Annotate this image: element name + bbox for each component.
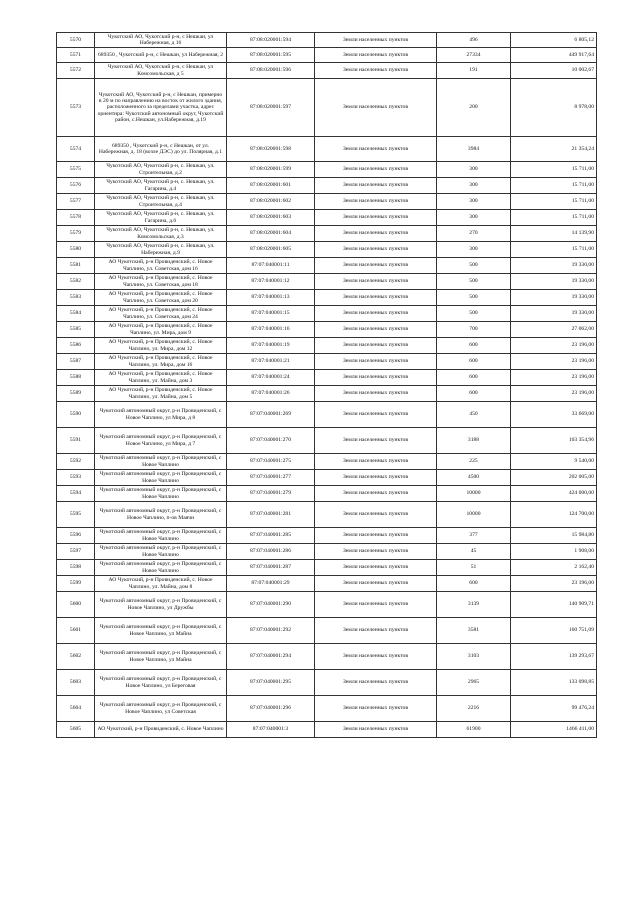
cadastral-number: 87:07:040001:12 (227, 274, 315, 290)
cadastral-number: 87:07:040001:15 (227, 306, 315, 322)
cadastral-value: 23 196,00 (511, 338, 597, 354)
table-row (57, 722, 597, 738)
address-cell: Чукотский автономный округ, р-н Провиденский, с Новое Чаплино (95, 560, 227, 576)
area-value: 600 (437, 386, 511, 402)
record-number: 5572 (57, 63, 95, 79)
cadastral-number: 87:07:040001:269 (227, 402, 315, 428)
table-row (57, 560, 597, 576)
record-number: 5574 (57, 137, 95, 162)
area-value: 300 (437, 178, 511, 194)
table-row (57, 210, 597, 226)
cadastral-number: 87:08:020001:596 (227, 63, 315, 79)
land-category: Земли населенных пунктов (315, 210, 437, 226)
cadastral-number: 87:07:040001:295 (227, 670, 315, 696)
address-cell: Чукотский автономный округ, р-н Провиденский, с Новое Чаплино, ул Майна (95, 644, 227, 670)
cadastral-value: 140 909,71 (511, 592, 597, 618)
table-row (57, 194, 597, 210)
cadastral-value: 160 751,09 (511, 618, 597, 644)
record-number: 5578 (57, 210, 95, 226)
cadastral-value: 21 354,24 (511, 137, 597, 162)
address-cell: Чукотский автономный округ, р-н Провиденский, с Новое Чаплино, ул Мира, д 8 (95, 402, 227, 428)
land-category: Земли населенных пунктов (315, 33, 437, 48)
cadastral-value: 19 330,00 (511, 258, 597, 274)
record-number: 5596 (57, 528, 95, 544)
record-number: 5600 (57, 592, 95, 618)
cadastral-value: 99 476,24 (511, 696, 597, 722)
address-cell: АО Чукотский, р-н Провиденский, с. Новое Чаплино, ул. Майна, дом 3 (95, 370, 227, 386)
cadastral-value: 27 062,00 (511, 322, 597, 338)
table-row (57, 386, 597, 402)
area-value: 450 (437, 402, 511, 428)
cadastral-value: 23 196,00 (511, 576, 597, 592)
record-number: 5570 (57, 33, 95, 48)
land-category: Земли населенных пунктов (315, 63, 437, 79)
area-value: 600 (437, 370, 511, 386)
cadastral-number: 87:08:020001:602 (227, 194, 315, 210)
cadastral-value: 14 139,90 (511, 226, 597, 242)
area-value: 45 (437, 544, 511, 560)
record-number: 5592 (57, 454, 95, 470)
area-value: 300 (437, 162, 511, 178)
area-value: 600 (437, 338, 511, 354)
cadastral-value: 23 196,00 (511, 386, 597, 402)
record-number: 5593 (57, 470, 95, 486)
table-row (57, 576, 597, 592)
record-number: 5588 (57, 370, 95, 386)
cadastral-number: 87:07:040001:292 (227, 618, 315, 644)
cadastral-value: 15 711,00 (511, 210, 597, 226)
record-number: 5575 (57, 162, 95, 178)
record-number: 5604 (57, 696, 95, 722)
land-category: Земли населенных пунктов (315, 226, 437, 242)
cadastral-value: 133 098,85 (511, 670, 597, 696)
address-cell: АО Чукотский, р-н Провиденский, с. Новое Чаплино, ул. Советская, дом 24 (95, 306, 227, 322)
address-cell: Чукотский автономный округ, р-н Провиденский, с Новое Чаплино, ул Дружбы (95, 592, 227, 618)
record-number: 5580 (57, 242, 95, 258)
address-cell: АО Чукотский, р-н Провиденский, с. Новое Чаплино, ул. Советская, дом 20 (95, 290, 227, 306)
address-cell: Чукотский автономный округ, р-н Провиденский, с Новое Чаплино (95, 544, 227, 560)
area-value: 2965 (437, 670, 511, 696)
area-value: 500 (437, 290, 511, 306)
cadastral-number: 87:07:040001:24 (227, 370, 315, 386)
record-number: 5597 (57, 544, 95, 560)
cadastral-number: 87:07:040001:3 (227, 722, 315, 738)
area-value: 225 (437, 454, 511, 470)
area-value: 700 (437, 322, 511, 338)
cadastral-value: 1466 411,00 (511, 722, 597, 738)
land-category: Земли населенных пунктов (315, 258, 437, 274)
area-value: 3984 (437, 137, 511, 162)
cadastral-number: 87:07:040001:16 (227, 322, 315, 338)
address-cell: Чукотский АО, Чукотский р-н, с. Нешкан, ул. Набережная, д.9 (95, 242, 227, 258)
address-cell: АО Чукотский, р-н Провиденский, с. Новое Чаплино, ул. Советская, дом 18 (95, 274, 227, 290)
address-cell: Чукотский АО, Чукотский р-н, с Нешкан, ул Комсомольская, д 5 (95, 63, 227, 79)
table-row (57, 644, 597, 670)
cadastral-number: 87:07:040001:26 (227, 386, 315, 402)
cadastral-number: 87:07:040001:296 (227, 696, 315, 722)
land-category: Земли населенных пунктов (315, 644, 437, 670)
cadastral-number: 87:07:040001:11 (227, 258, 315, 274)
cadastral-number: 87:07:040001:294 (227, 644, 315, 670)
table-row (57, 258, 597, 274)
table-row (57, 48, 597, 63)
cadastral-number: 87:08:020001:594 (227, 33, 315, 48)
area-value: 3103 (437, 644, 511, 670)
table-row (57, 528, 597, 544)
table-row (57, 592, 597, 618)
table-row (57, 544, 597, 560)
land-category: Земли населенных пунктов (315, 354, 437, 370)
address-cell: Чукотский АО, Чукотский р-н, с Нешкан, ул Набережная, д 16 (95, 33, 227, 48)
cadastral-number: 87:08:020001:597 (227, 79, 315, 137)
area-value: 3581 (437, 618, 511, 644)
address-cell: АО Чукотский, р-н Провиденский, с. Новое Чаплино, ул. Майна, дом 8 (95, 576, 227, 592)
address-cell: Чукотский автономный округ, р-н Провиденский, с Новое Чаплино, ул Советская (95, 696, 227, 722)
record-number: 5585 (57, 322, 95, 338)
land-category: Земли населенных пунктов (315, 306, 437, 322)
table-row (57, 502, 597, 528)
cadastral-value: 1 908,00 (511, 544, 597, 560)
cadastral-value: 19 330,00 (511, 306, 597, 322)
record-number: 5598 (57, 560, 95, 576)
record-number: 5605 (57, 722, 95, 738)
land-registry-table (56, 32, 597, 738)
address-cell: Чукотский АО, Чукотский р-н, с. Нешкан, ул. Строительная, д.4 (95, 194, 227, 210)
area-value: 600 (437, 354, 511, 370)
table-row (57, 137, 597, 162)
cadastral-value: 6 805,12 (511, 33, 597, 48)
address-cell: Чукотский АО, Чукотский р-н, с. Нешкан, ул. Гагарина, д.4 (95, 178, 227, 194)
area-value: 270 (437, 226, 511, 242)
cadastral-number: 87:07:040001:13 (227, 290, 315, 306)
cadastral-value: 202 005,00 (511, 470, 597, 486)
address-cell: АО Чукотский, р-н Провиденский, с. Новое Чаплино, ул. Мира, дом 9 (95, 322, 227, 338)
table-row (57, 428, 597, 454)
record-number: 5577 (57, 194, 95, 210)
address-cell: Чукотский АО, Чукотский р-н, с Нешкан, примерно в 20 м по направлению на восток от жилого здания, расположенного за пределами участка, адрес ориентира: Чукотский автономный округ, Чукотский район, с.Нешкан, ул.Набережная, д.19 (95, 79, 227, 137)
cadastral-value: 15 711,00 (511, 178, 597, 194)
address-cell: Чукотский автономный округ, р-н Провиденский, с Новое Чаплино (95, 486, 227, 502)
address-cell: АО Чукотский, р-н Провиденский, с. Новое Чаплино, ул. Мира, дом 12 (95, 338, 227, 354)
record-number: 5587 (57, 354, 95, 370)
address-cell: Чукотский АО, Чукотский р-н, с. Нешкан, ул. Строительная, д.2 (95, 162, 227, 178)
land-category: Земли населенных пунктов (315, 670, 437, 696)
address-cell: АО Чукотский, р-н Провиденский, с. Новое Чаплино, ул. Мира, дом 16 (95, 354, 227, 370)
land-category: Земли населенных пунктов (315, 274, 437, 290)
cadastral-value: 424 000,00 (511, 486, 597, 502)
cadastral-value: 23 196,00 (511, 370, 597, 386)
cadastral-number: 87:07:040001:19 (227, 338, 315, 354)
cadastral-number: 87:07:040001:29 (227, 576, 315, 592)
land-category: Земли населенных пунктов (315, 290, 437, 306)
record-number: 5595 (57, 502, 95, 528)
land-category: Земли населенных пунктов (315, 48, 437, 63)
address-cell: АО Чукотский, р-н Провиденский, с. Новое Чаплино, ул. Майна, дом 5 (95, 386, 227, 402)
record-number: 5571 (57, 48, 95, 63)
land-category: Земли населенных пунктов (315, 592, 437, 618)
record-number: 5581 (57, 258, 95, 274)
land-category: Земли населенных пунктов (315, 322, 437, 338)
cadastral-number: 87:08:020001:601 (227, 178, 315, 194)
table-row (57, 242, 597, 258)
table-row (57, 486, 597, 502)
table-row (57, 226, 597, 242)
area-value: 10000 (437, 502, 511, 528)
area-value: 500 (437, 274, 511, 290)
cadastral-number: 87:07:040001:279 (227, 486, 315, 502)
land-category: Земли населенных пунктов (315, 162, 437, 178)
table-row (57, 322, 597, 338)
cadastral-value: 19 330,00 (511, 274, 597, 290)
table-row (57, 63, 597, 79)
cadastral-value: 139 293,67 (511, 644, 597, 670)
table-body (57, 33, 597, 738)
land-category: Земли населенных пунктов (315, 178, 437, 194)
table-row (57, 306, 597, 322)
record-number: 5603 (57, 670, 95, 696)
address-cell: Чукотский автономный округ, р-н Провиденский, с Новое Чаплино (95, 454, 227, 470)
area-value: 500 (437, 258, 511, 274)
cadastral-value: 8 978,00 (511, 79, 597, 137)
cadastral-number: 87:07:040001:270 (227, 428, 315, 454)
area-value: 4500 (437, 470, 511, 486)
address-cell: 689350 , Чукотский р-н, с Нешкан, от ул. Набережная, д. 18 (возле ДЭС) до ул. Полярная, д.1 (95, 137, 227, 162)
area-value: 10000 (437, 486, 511, 502)
address-cell: Чукотский автономный округ, р-н Провиденский, с Новое Чаплино, ул Мира, д 7 (95, 428, 227, 454)
cadastral-number: 87:07:040001:287 (227, 560, 315, 576)
land-category: Земли населенных пунктов (315, 576, 437, 592)
table-row (57, 670, 597, 696)
table-row (57, 370, 597, 386)
table-row (57, 454, 597, 470)
cadastral-value: 33 669,00 (511, 402, 597, 428)
record-number: 5594 (57, 486, 95, 502)
land-category: Земли населенных пунктов (315, 194, 437, 210)
record-number: 5591 (57, 428, 95, 454)
land-category: Земли населенных пунктов (315, 428, 437, 454)
cadastral-value: 15 711,00 (511, 162, 597, 178)
record-number: 5573 (57, 79, 95, 137)
land-category: Земли населенных пунктов (315, 528, 437, 544)
cadastral-value: 15 711,00 (511, 242, 597, 258)
area-value: 300 (437, 194, 511, 210)
record-number: 5582 (57, 274, 95, 290)
land-category: Земли населенных пунктов (315, 454, 437, 470)
cadastral-value: 15 711,00 (511, 194, 597, 210)
area-value: 51 (437, 560, 511, 576)
cadastral-number: 87:07:040001:275 (227, 454, 315, 470)
area-value: 3139 (437, 592, 511, 618)
record-number: 5601 (57, 618, 95, 644)
land-category: Земли населенных пунктов (315, 402, 437, 428)
area-value: 61900 (437, 722, 511, 738)
record-number: 5576 (57, 178, 95, 194)
land-category: Земли населенных пунктов (315, 338, 437, 354)
table-row (57, 470, 597, 486)
land-category: Земли населенных пунктов (315, 137, 437, 162)
record-number: 5589 (57, 386, 95, 402)
address-cell: Чукотский автономный округ, р-н Провиденский, с Новое Чаплино, ул Береговая (95, 670, 227, 696)
table-row (57, 338, 597, 354)
cadastral-value: 103 354,96 (511, 428, 597, 454)
table-row (57, 290, 597, 306)
land-category: Земли населенных пунктов (315, 486, 437, 502)
record-number: 5599 (57, 576, 95, 592)
table-row (57, 79, 597, 137)
area-value: 600 (437, 576, 511, 592)
cadastral-value: 9 540,00 (511, 454, 597, 470)
address-cell: Чукотский автономный округ, р-н Провиденский, с Новое Чаплино, п-ов Маячн (95, 502, 227, 528)
land-category: Земли населенных пунктов (315, 722, 437, 738)
address-cell: Чукотский автономный округ, р-н Провиденский, с Новое Чаплино (95, 528, 227, 544)
table-row (57, 696, 597, 722)
area-value: 300 (437, 242, 511, 258)
cadastral-value: 2 162,40 (511, 560, 597, 576)
cadastral-number: 87:08:020001:603 (227, 210, 315, 226)
record-number: 5583 (57, 290, 95, 306)
record-number: 5579 (57, 226, 95, 242)
record-number: 5584 (57, 306, 95, 322)
area-value: 3188 (437, 428, 511, 454)
land-category: Земли населенных пунктов (315, 386, 437, 402)
record-number: 5602 (57, 644, 95, 670)
area-value: 2216 (437, 696, 511, 722)
table-row (57, 274, 597, 290)
land-category: Земли населенных пунктов (315, 502, 437, 528)
record-number: 5586 (57, 338, 95, 354)
land-category: Земли населенных пунктов (315, 470, 437, 486)
land-category: Земли населенных пунктов (315, 370, 437, 386)
land-category: Земли населенных пунктов (315, 544, 437, 560)
table-row (57, 33, 597, 48)
table-row (57, 162, 597, 178)
record-number: 5590 (57, 402, 95, 428)
address-cell: 689350 , Чукотский р-н, с Нешкан, ул Набережная, 2 (95, 48, 227, 63)
table-row (57, 178, 597, 194)
cadastral-value: 15 984,80 (511, 528, 597, 544)
land-category: Земли населенных пунктов (315, 618, 437, 644)
cadastral-number: 87:07:040001:290 (227, 592, 315, 618)
table-row (57, 402, 597, 428)
table-row (57, 354, 597, 370)
address-cell: АО Чукотский, р-н Провиденский, с. Новое Чаплино, ул. Советская, дом 16 (95, 258, 227, 274)
cadastral-number: 87:08:020001:605 (227, 242, 315, 258)
cadastral-number: 87:07:040001:281 (227, 502, 315, 528)
cadastral-number: 87:07:040001:286 (227, 544, 315, 560)
area-value: 27334 (437, 48, 511, 63)
address-cell: Чукотский АО, Чукотский р-н, с. Нешкан, ул. Комсомольская, д.3 (95, 226, 227, 242)
area-value: 200 (437, 79, 511, 137)
cadastral-value: 10 002,67 (511, 63, 597, 79)
area-value: 496 (437, 33, 511, 48)
cadastral-number: 87:07:040001:277 (227, 470, 315, 486)
cadastral-value: 124 700,00 (511, 502, 597, 528)
land-category: Земли населенных пунктов (315, 696, 437, 722)
cadastral-number: 87:07:040001:21 (227, 354, 315, 370)
area-value: 191 (437, 63, 511, 79)
cadastral-number: 87:08:020001:595 (227, 48, 315, 63)
land-category: Земли населенных пунктов (315, 79, 437, 137)
cadastral-number: 87:08:020001:598 (227, 137, 315, 162)
area-value: 300 (437, 210, 511, 226)
address-cell: Чукотский автономный округ, р-н Провиденский, с Новое Чаплино (95, 470, 227, 486)
address-cell: АО Чукотский, р-н Провиденский, с. Новое Чаплино (95, 722, 227, 738)
land-category: Земли населенных пунктов (315, 560, 437, 576)
address-cell: Чукотский автономный округ, р-н Провиденский, с Новое Чаплино, ул Майна (95, 618, 227, 644)
cadastral-number: 87:08:020001:604 (227, 226, 315, 242)
cadastral-value: 449 917,64 (511, 48, 597, 63)
address-cell: Чукотский АО, Чукотский р-н, с. Нешкан, ул. Гагарина, д.6 (95, 210, 227, 226)
area-value: 377 (437, 528, 511, 544)
table-row (57, 618, 597, 644)
cadastral-value: 23 196,00 (511, 354, 597, 370)
area-value: 500 (437, 306, 511, 322)
cadastral-value: 19 330,00 (511, 290, 597, 306)
land-category: Земли населенных пунктов (315, 242, 437, 258)
cadastral-number: 87:08:020001:599 (227, 162, 315, 178)
cadastral-number: 87:07:040001:285 (227, 528, 315, 544)
